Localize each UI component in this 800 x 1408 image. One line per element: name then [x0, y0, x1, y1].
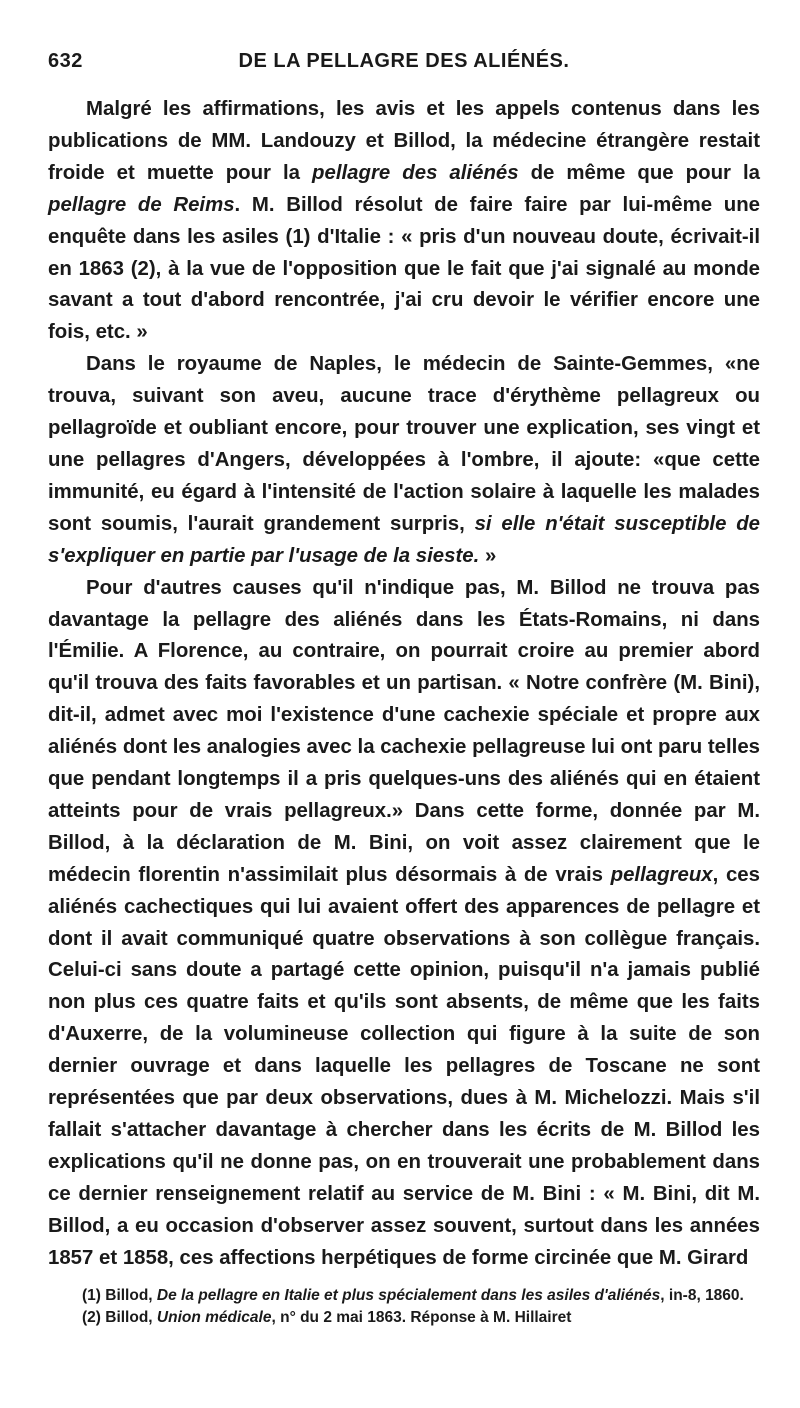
footnote-2: [48, 1307, 760, 1329]
paragraph-2-text-1: Dans le royaume de Naples, le médecin de Sainte-Gemmes, «ne trouva, suivant son aveu, aucune trace d'érythème pellagreux ou pellagroïde et oubliant encore, pour trouver une explication, ses vingt et une pellagres d'Angers, développées à l'ombre, il ajoute: «que cette immunité, eu égard à l'intensité de l'action solaire à laquelle les malades sont soumis, l'aurait grandement surpris,: [48, 353, 760, 535]
footnote-1-text-2: , in-8, 1860.: [660, 1286, 744, 1304]
paragraph-1: [48, 94, 760, 349]
book-page: [48, 50, 760, 1329]
paragraph-1-italic-1: pellagre des aliénés: [312, 161, 519, 184]
footnote-1: [48, 1285, 760, 1307]
footnote-1-text-1: (1) Billod,: [82, 1286, 157, 1304]
footnotes: [48, 1285, 760, 1329]
footnote-2-text-1: (2) Billod,: [82, 1308, 157, 1326]
footnote-2-text-2: , n° du 2 mai 1863. Réponse à M. Hillairet: [271, 1308, 572, 1326]
footnote-2-italic: Union médicale: [156, 1308, 272, 1326]
paragraph-1-text-1: Malgré les affirmations, les avis et les appels contenus dans les publications de MM. Landouzy et Billod, la médecine étrangère restait froide et muette pour la: [48, 98, 760, 184]
paragraph-3-text-2: , ces aliénés cachectiques qui lui avaient offert des apparences de pellagre et dont il avait communiqué quatre observations à son collègue français. Celui-ci sans doute a partagé cette opinion, puisqu'il n'a jamais publié non plus ces quatre faits et qu'ils sont absents, de même que les faits d'Auxerre, de la volumineuse collection qui figure à la suite de son dernier ouvrage et dans laquelle les pellagres de Toscane ne sont représentées que par deux observations, dues à M. Michelozzi. Mais s'il fallait s'attacher davantage à chercher dans les écrits de M. Billod les explications qu'il ne donne pas, on en trouverait une probablement dans ce dernier renseignement relatif au service de M. Bini : « M. Bini, dit M. Billod, a eu occasion d'observer assez souvent, surtout dans les années 1857 et 1858, ces affections herpétiques de forme circinée que M. Girard: [48, 863, 760, 1269]
paragraph-1-italic-2: pellagre de Reims: [48, 193, 235, 216]
paragraph-2-italic-1: si elle n'était susceptible de s'expliquer en partie par l'usage de la sieste.: [48, 512, 760, 567]
paragraph-1-text-2: de même que pour la: [518, 161, 760, 184]
paragraph-3-italic-1: pellagreux: [610, 863, 713, 886]
paragraph-1-text-3: . M. Billod résolut de faire faire par lui-même une enquête dans les asiles (1) d'Italie : « pris d'un nouveau doute, écrivait-il en 1863 (2), à la vue de l'opposition que le fait que j'ai signalé au monde savant a tout d'abord rencontrée, j'ai cru devoir le vérifier encore une fois, etc. »: [48, 193, 760, 344]
page-number: 632: [48, 50, 83, 72]
footnote-1-italic: De la pellagre en Italie et plus spécialement dans les asiles d'aliénés: [156, 1286, 661, 1304]
page-header: [48, 50, 760, 84]
running-title: DE LA PELLAGRE DES ALIÉNÉS.: [238, 50, 570, 72]
paragraph-2-text-2: »: [479, 544, 497, 567]
paragraph-3: [48, 573, 760, 1275]
body-text: [48, 94, 760, 1275]
paragraph-2: [48, 349, 760, 572]
paragraph-3-text-1: Pour d'autres causes qu'il n'indique pas, M. Billod ne trouva pas davantage la pellagre des aliénés dans les États-Romains, ni dans l'Émilie. A Florence, au contraire, on pourrait croire au premier abord qu'il trouva des faits favorables et un partisan. « Notre confrère (M. Bini), dit-il, admet avec moi l'existence d'une cachexie spéciale et propre aux aliénés dont les analogies avec la cachexie pellagreuse lui ont paru telles que pendant longtemps il a pris quelques-uns des aliénés qui en étaient atteints pour de vrais pellagreux.» Dans cette forme, donnée par M. Billod, à la déclaration de M. Bini, on voit assez clairement que le médecin florentin n'assimilait plus désormais à de vrais: [48, 576, 760, 886]
